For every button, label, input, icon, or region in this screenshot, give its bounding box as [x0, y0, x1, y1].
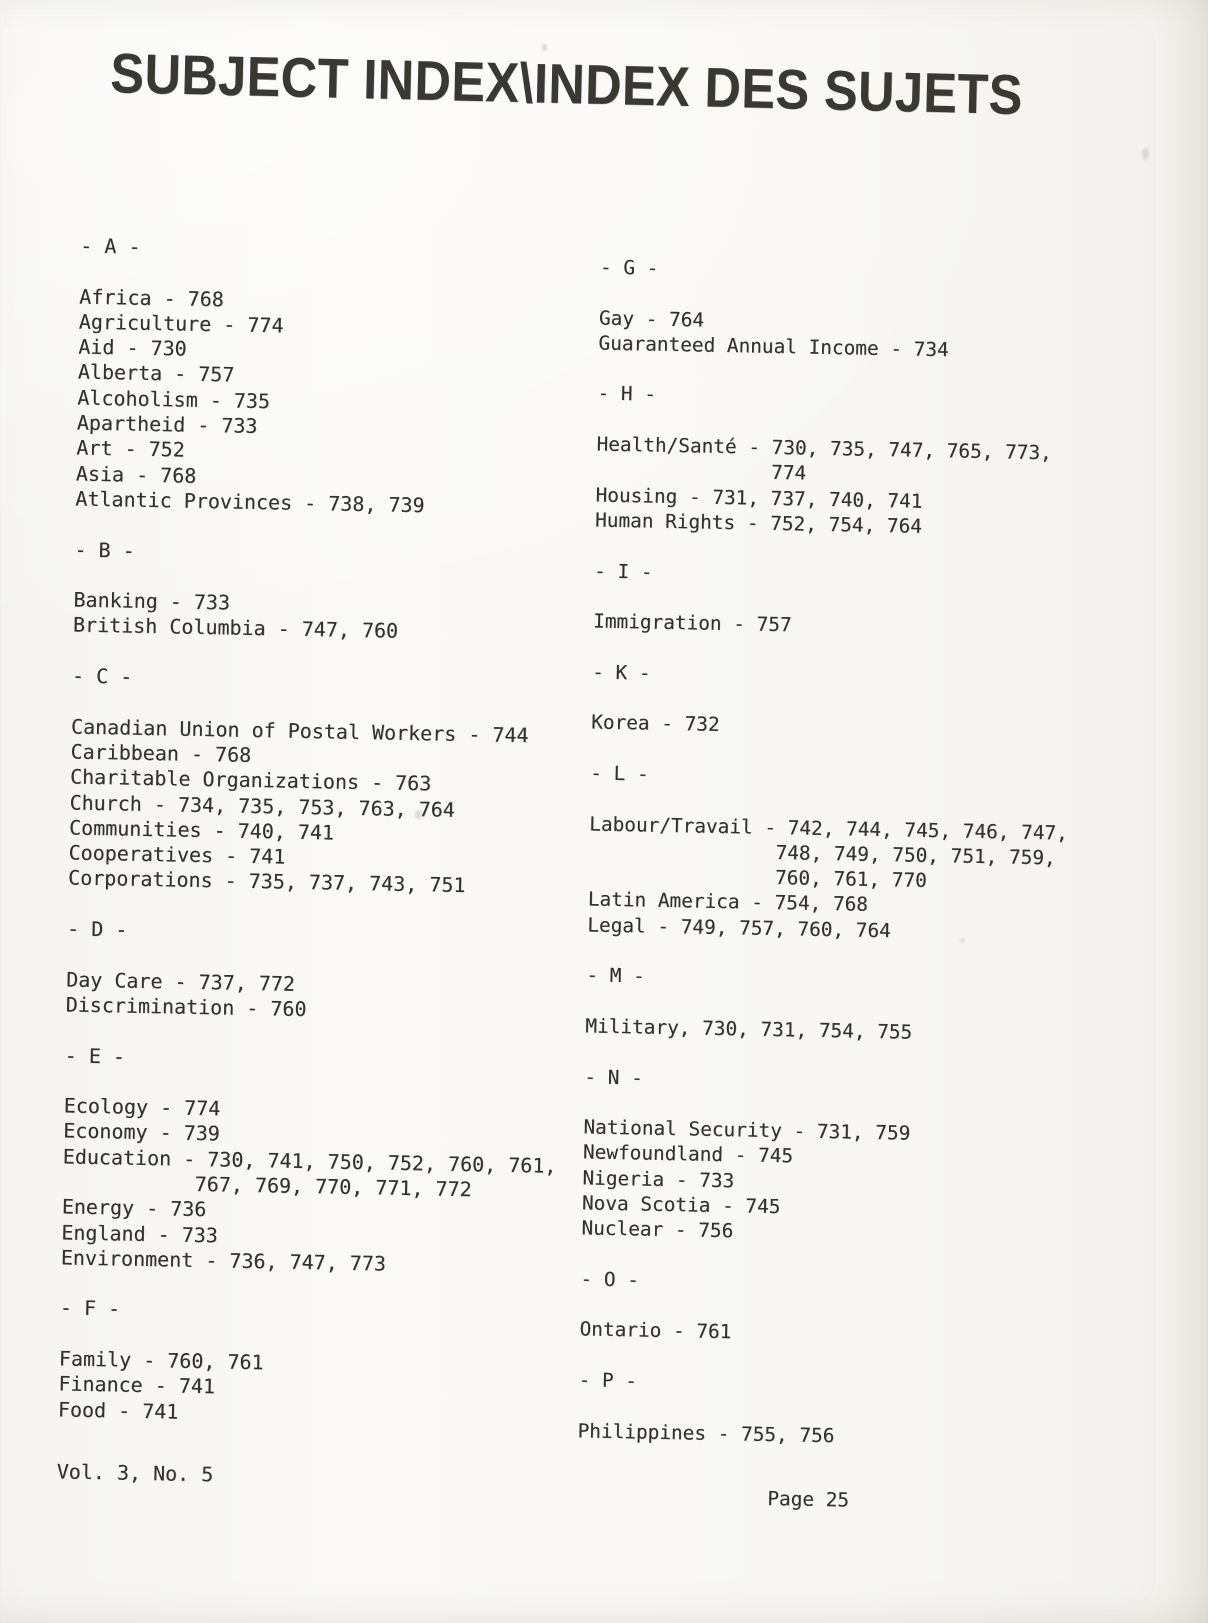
- index-entry: Atlantic Provinces - 738, 739: [75, 486, 425, 518]
- index-entry: Latin America - 754, 768: [587, 887, 869, 917]
- index-entry: England - 733: [61, 1219, 219, 1247]
- index-section: [587, 760, 1069, 946]
- index-section: [58, 1296, 554, 1432]
- index-entry: Communities - 740, 741: [68, 815, 335, 845]
- index-entry: Ecology - 774: [63, 1093, 221, 1121]
- index-section: [61, 1043, 559, 1280]
- scan-speck: [415, 810, 422, 819]
- index-entry: Corporations - 735, 737, 743, 751: [67, 865, 466, 898]
- index-section: [585, 963, 1065, 1048]
- index-entry-continuation: 767, 769, 770, 771, 772: [62, 1169, 472, 1202]
- index-section: [65, 916, 561, 1027]
- index-entry: Asia - 768: [75, 461, 197, 488]
- page-title: SUBJECT INDEX\INDEX DES SUJETS: [109, 41, 1024, 127]
- index-entry: Economy - 739: [63, 1118, 221, 1146]
- index-entry: Food - 741: [57, 1397, 179, 1424]
- index-entry: National Security - 731, 759: [583, 1115, 911, 1145]
- index-column-right: [577, 255, 1079, 1478]
- index-entry: Cooperatives - 741: [68, 840, 286, 869]
- index-entry: Housing - 731, 737, 740, 741: [595, 483, 923, 513]
- section-header: - O -: [580, 1267, 640, 1292]
- section-header: - L -: [590, 761, 649, 786]
- section-header: - N -: [584, 1064, 644, 1090]
- index-entry: Newfoundland - 745: [582, 1140, 794, 1168]
- section-header: - D -: [66, 916, 128, 942]
- index-section: [595, 381, 1076, 542]
- index-entry: Nuclear - 756: [581, 1216, 734, 1243]
- index-entry: Legal - 749, 757, 760, 764: [587, 913, 892, 942]
- index-entry: Charitable Organizations - 763: [69, 764, 432, 796]
- section-header: - F -: [59, 1295, 121, 1322]
- footer-volume: Vol. 3, No. 5: [56, 1459, 214, 1487]
- index-entry: Guaranteed Annual Income - 734: [598, 331, 949, 362]
- index-entry-continuation: 760, 761, 770: [588, 862, 928, 893]
- index-entry-continuation: 774: [595, 457, 807, 485]
- index-entry-continuation: 748, 749, 750, 751, 759,: [588, 837, 1056, 870]
- index-section: [75, 234, 574, 522]
- section-header: - C -: [71, 663, 133, 689]
- index-entry: Day Care - 737, 772: [65, 967, 296, 996]
- scan-speck: [1142, 148, 1149, 160]
- section-header: - P -: [578, 1368, 638, 1393]
- index-entry: Banking - 733: [73, 587, 231, 615]
- index-entry: Church - 734, 735, 753, 763, 764: [69, 790, 456, 822]
- index-entry: British Columbia - 747, 760: [72, 612, 399, 644]
- scan-speck: [960, 938, 965, 943]
- footer-page-number: Page 25: [767, 1487, 850, 1512]
- index-entry: Aid - 730: [78, 334, 187, 361]
- index-entry: Nova Scotia - 745: [581, 1191, 781, 1219]
- index-section: [579, 1266, 1059, 1351]
- index-entry: Family - 760, 761: [58, 1346, 264, 1375]
- section-header: - I -: [593, 559, 653, 584]
- index-entry: Gay - 764: [598, 306, 705, 332]
- index-entry: Energy - 736: [61, 1194, 207, 1222]
- section-header: - G -: [599, 255, 659, 280]
- index-section: [593, 558, 1073, 643]
- section-header: - B -: [74, 537, 135, 563]
- index-entry: Korea - 732: [591, 710, 720, 737]
- index-entry: Philippines - 755, 756: [577, 1419, 835, 1447]
- index-entry: Health/Santé - 730, 735, 747, 765, 773,: [596, 432, 1053, 465]
- scan-speck: [542, 44, 547, 51]
- index-entry: Human Rights - 752, 754, 764: [594, 508, 923, 538]
- index-column-left: [57, 234, 574, 1458]
- index-entry: Alberta - 757: [77, 360, 235, 388]
- index-entry: Caribbean - 768: [70, 739, 252, 767]
- index-entry: Education - 730, 741, 750, 752, 760, 761,: [62, 1144, 557, 1178]
- index-entry: Finance - 741: [58, 1371, 216, 1399]
- index-entry: Labour/Travail - 742, 744, 745, 746, 747,: [589, 811, 1069, 845]
- index-entry: Ontario - 761: [579, 1317, 732, 1344]
- index-entry: Agriculture - 774: [78, 309, 284, 338]
- index-section: [577, 1367, 1057, 1452]
- index-entry: Nigeria - 733: [582, 1166, 735, 1192]
- section-header: - E -: [64, 1042, 126, 1069]
- section-header: - K -: [591, 660, 651, 685]
- index-section: [591, 659, 1071, 744]
- index-entry: Canadian Union of Postal Workers - 744: [70, 714, 529, 747]
- index-entry: Immigration - 757: [592, 609, 792, 637]
- index-entry: Art - 752: [76, 435, 186, 463]
- index-entry: Africa - 768: [79, 284, 225, 311]
- index-section: [581, 1064, 1063, 1250]
- index-entry: Environment - 736, 747, 773: [60, 1245, 387, 1276]
- index-entry: Military, 730, 731, 754, 755: [585, 1014, 913, 1044]
- index-entry: Alcoholism - 735: [77, 385, 271, 414]
- section-header: - H -: [597, 382, 657, 407]
- index-entry: Apartheid - 733: [76, 410, 258, 439]
- index-entry: Discrimination - 760: [65, 992, 307, 1021]
- index-section: [73, 537, 569, 648]
- index-section: [68, 664, 566, 901]
- index-section: [598, 255, 1078, 365]
- section-header: - M -: [586, 963, 645, 988]
- section-header: - A -: [80, 233, 141, 259]
